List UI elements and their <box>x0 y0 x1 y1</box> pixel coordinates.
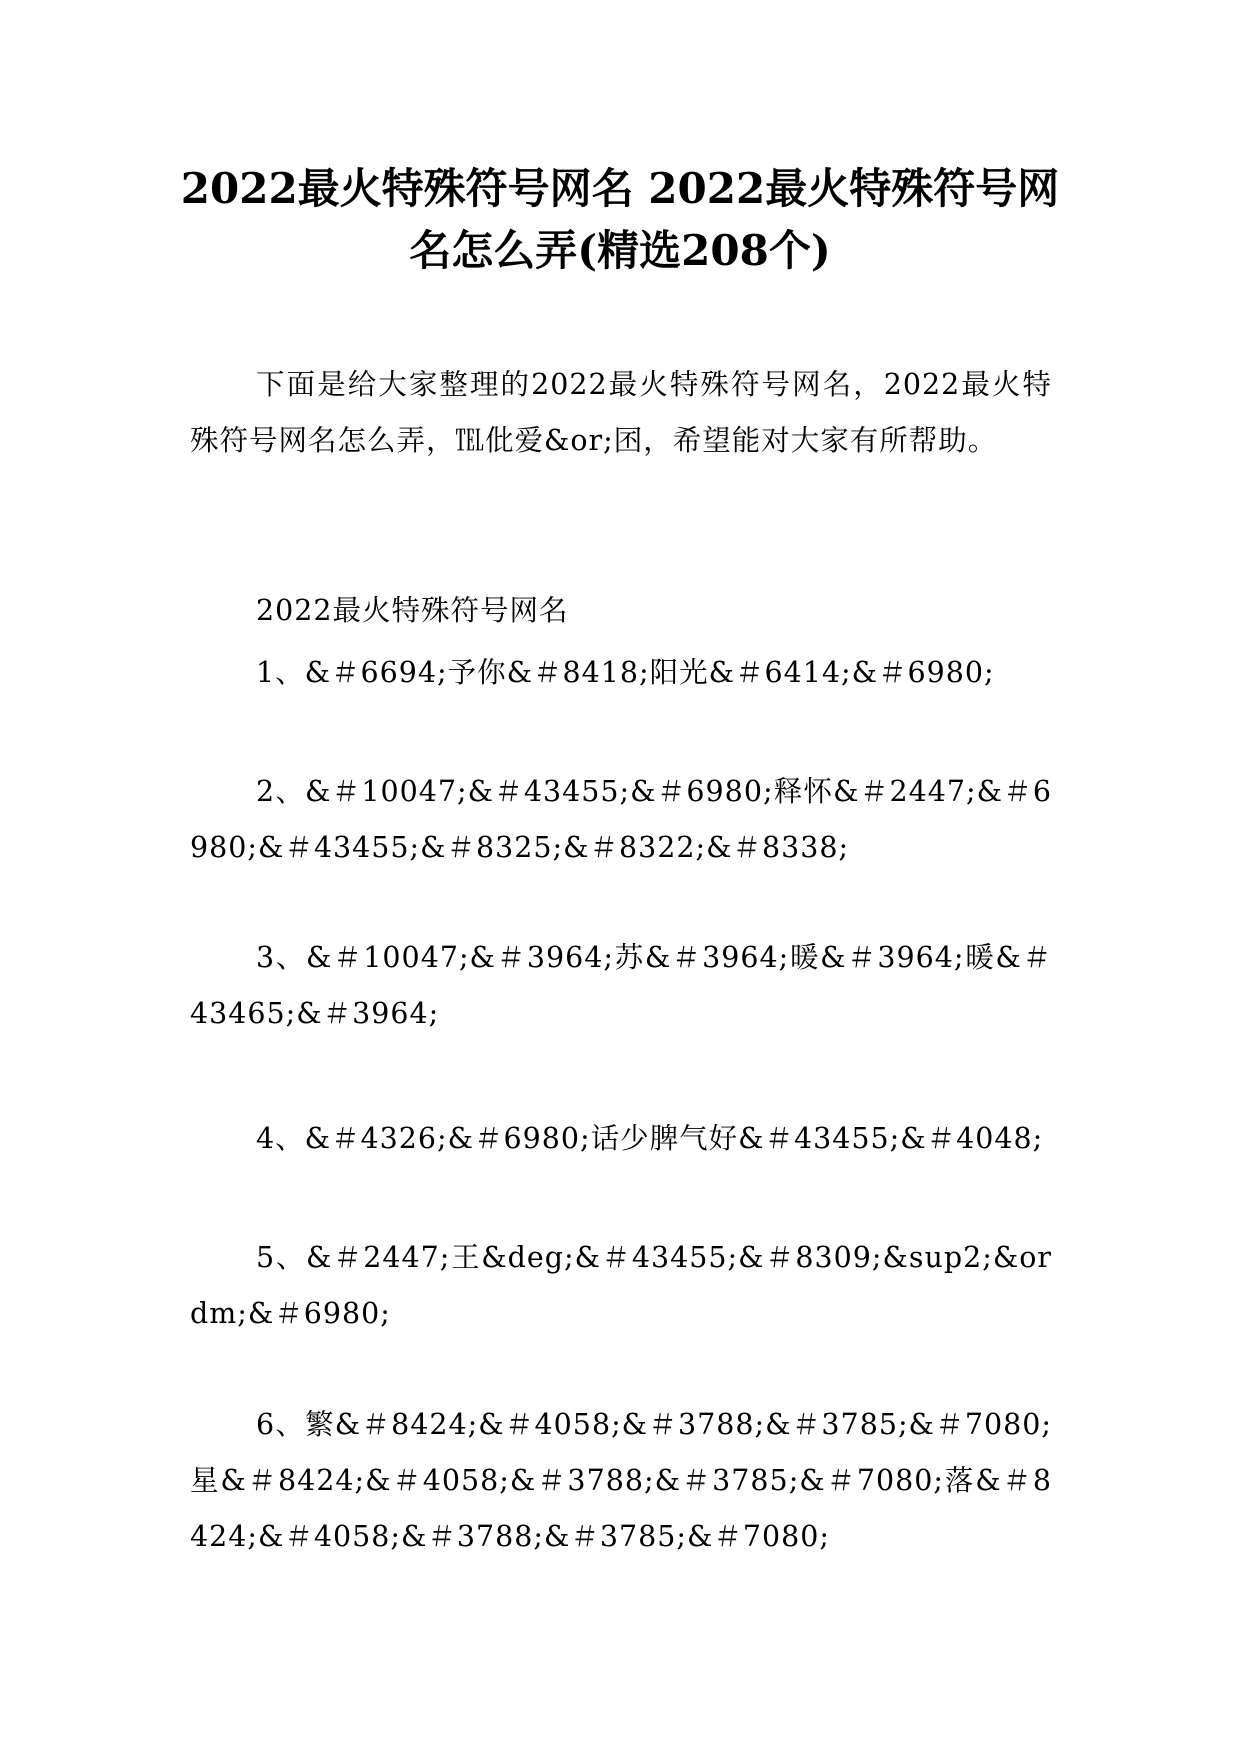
list-item: 5、&＃2447;王&deg;&＃43455;&＃8309;&sup2;&ordm;&＃6980; <box>190 1241 1052 1330</box>
list-item: 4、&＃4326;&＃6980;话少脾气好&＃43455;&＃4048; <box>256 1122 1044 1155</box>
list-item: 3、&＃10047;&＃3964;苏&＃3964;暖&＃3964;暖&＃43465;&＃3964; <box>190 941 1052 1030</box>
document-title: 2022最火特殊符号网名 2022最火特殊符号网名怎么弄(精选208个) <box>180 164 1060 275</box>
section-heading: 2022最火特殊符号网名 <box>256 594 569 627</box>
list-item: 1、&＃6694;予你&＃8418;阳光&＃6414;&＃6980; <box>256 656 995 689</box>
list-item: 6、繁&＃8424;&＃4058;&＃3788;&＃3785;&＃7080;星&＃8424;&＃4058;&＃3788;&＃3785;&＃7080;落&＃8424;&＃4058;&＃3788;&＃3785;&＃7080; <box>190 1408 1052 1553</box>
intro-paragraph: 下面是给大家整理的2022最火特殊符号网名，2022最火特殊符号网名怎么弄，℡仳爱&or;囨，希望能对大家有所帮助。 <box>190 368 1052 457</box>
list-item: 2、&＃10047;&＃43455;&＃6980;释怀&＃2447;&＃6980;&＃43455;&＃8325;&＃8322;&＃8338; <box>190 775 1052 864</box>
